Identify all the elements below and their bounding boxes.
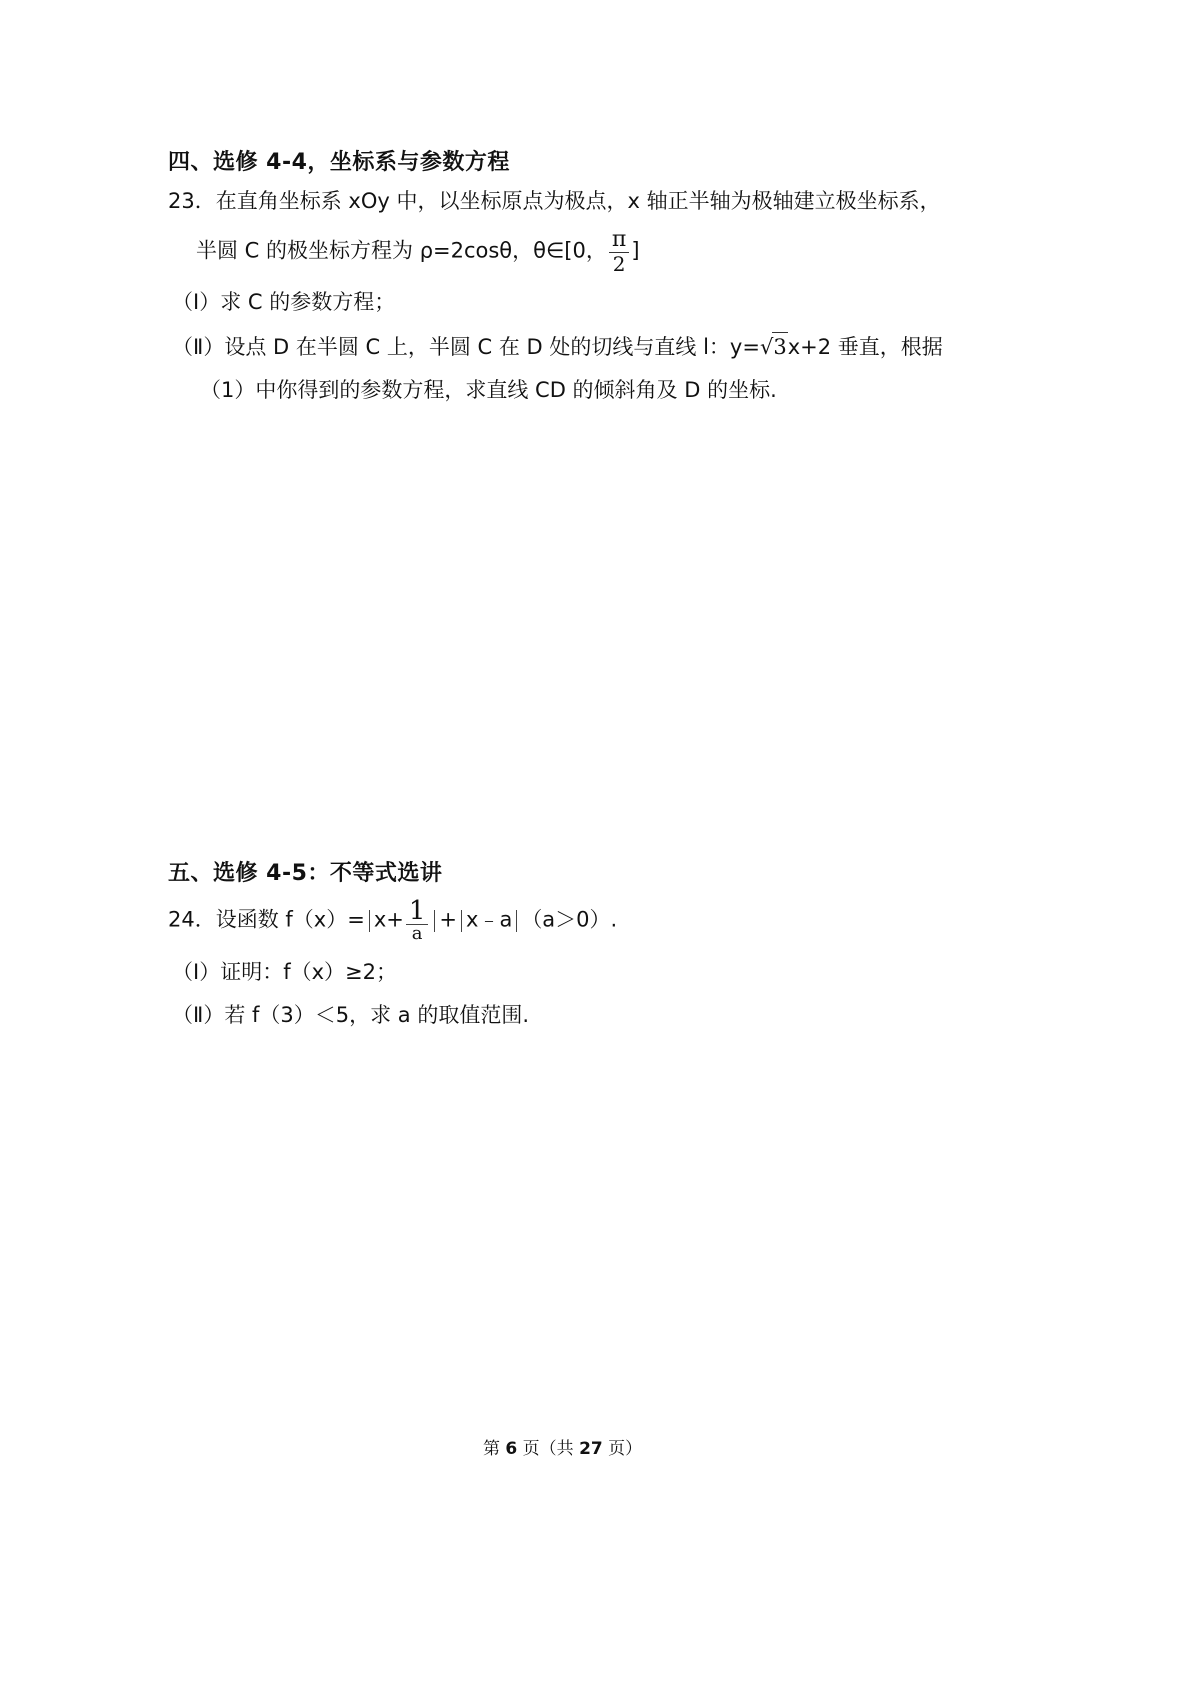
footer-prefix: 第 <box>483 1439 506 1459</box>
question-24-part-2: （Ⅱ）若 f（3）＜5，求 a 的取值范围. <box>172 1003 530 1027</box>
absolute-value-bar-icon <box>369 910 370 932</box>
radical-sign-icon: √ <box>759 335 774 359</box>
question-23-part-2-line-2: （1）中你得到的参数方程，求直线 CD 的倾斜角及 D 的坐标. <box>200 378 777 402</box>
plus-sign: + <box>439 907 458 932</box>
question-23-part-1: （Ⅰ）求 C 的参数方程； <box>172 290 396 314</box>
section-5-heading: 五、选修 4-5：不等式选讲 <box>168 861 443 886</box>
question-23-stem-line-2-suffix: ] <box>631 238 640 263</box>
sqrt-3-expression <box>760 332 788 361</box>
fraction-denominator: 2 <box>612 252 626 276</box>
section-4-heading: 四、选修 4-4，坐标系与参数方程 <box>168 150 510 175</box>
footer-page-number: 6 <box>505 1439 518 1459</box>
question-24-stem-suffix: （a＞0）. <box>521 907 618 932</box>
absolute-value-bar-icon <box>434 910 435 932</box>
page-footer <box>483 1434 642 1459</box>
fraction-denominator: a <box>406 924 429 943</box>
question-23-line-2 <box>196 228 640 275</box>
abs1-prefix: x+ <box>373 907 404 932</box>
absolute-value-bar-icon <box>461 910 462 932</box>
radicand: 3 <box>772 332 787 361</box>
question-24-stem <box>168 898 617 943</box>
abs2-expression: x﹣a <box>466 907 513 932</box>
question-23-part-2-line-1 <box>172 332 943 361</box>
question-23-stem-line-2-prefix: 半圆 C 的极坐标方程为 ρ=2cosθ，θ∈[0， <box>196 238 607 263</box>
absolute-value-bar-icon <box>516 910 517 932</box>
one-over-a-fraction <box>406 898 429 943</box>
question-23-stem-line-1: 在直角坐标系 xOy 中，以坐标原点为极点，x 轴正半轴为极轴建立极坐标系， <box>215 189 941 213</box>
question-23-part-2-prefix: （Ⅱ）设点 D 在半圆 C 上，半圆 C 在 D 处的切线与直线 l：y= <box>172 335 760 359</box>
question-24-part-1: （Ⅰ）证明：f（x）≥2； <box>172 960 397 984</box>
question-24-stem-prefix: 设函数 f（x）= <box>215 907 365 932</box>
fraction-numerator: π <box>609 228 629 253</box>
pi-over-2-fraction <box>609 228 629 275</box>
question-24-number: 24． <box>168 907 216 932</box>
question-23-number: 23． <box>168 189 216 213</box>
footer-suffix: 页） <box>602 1439 643 1459</box>
footer-total-pages: 27 <box>579 1439 603 1459</box>
question-23-part-2-suffix: x+2 垂直，根据 <box>787 335 943 359</box>
question-23-line-1 <box>168 187 941 215</box>
fraction-numerator: 1 <box>408 896 426 926</box>
footer-middle: 页（共 <box>517 1439 580 1459</box>
